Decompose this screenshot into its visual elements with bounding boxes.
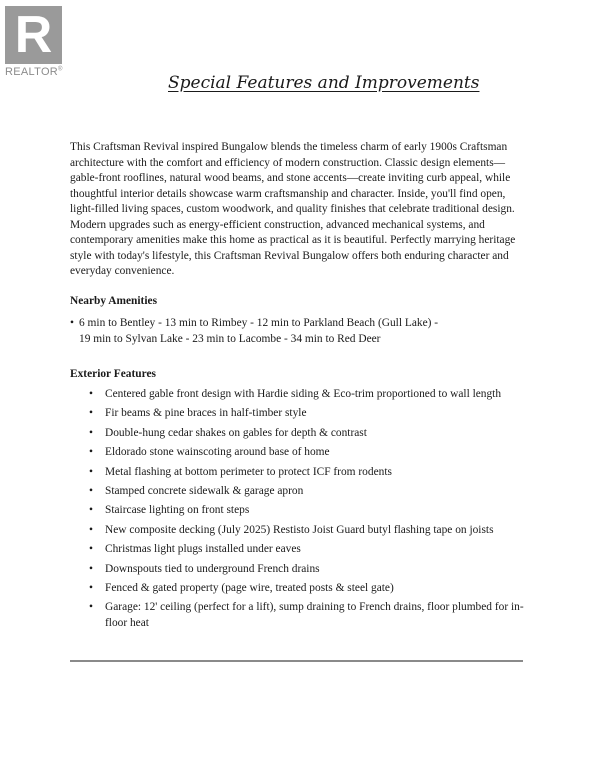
bullet-icon: • — [89, 426, 93, 439]
realtor-logo-text: REALTOR® — [5, 66, 63, 78]
list-item: • Christmas light plugs installed under eaves — [85, 542, 525, 558]
list-item: • Eldorado stone wainscoting around base of home — [85, 445, 525, 461]
bullet-icon: • — [89, 601, 93, 614]
amenities-line-2: 19 min to Sylvan Lake - 23 min to Lacombe - 34 min to Red Deer — [79, 332, 381, 345]
bullet-icon: • — [89, 484, 93, 497]
bullet-icon: • — [89, 543, 93, 556]
list-item: • New composite decking (July 2025) Restisto Joist Guard butyl flashing tape on joists — [85, 523, 525, 539]
list-item: • Fir beams & pine braces in half-timber style — [85, 406, 525, 422]
realtor-logo — [5, 6, 65, 78]
bullet-icon: • — [89, 562, 93, 575]
intro-paragraph: This Craftsman Revival inspired Bungalow blends the timeless charm of early 1900s Craftsman architecture with the comfort and efficiency of modern construction. Classic design elements—gable-front rooflines, natural wood beams, and stone accents—create inviting curb appeal, while thoughtful interior details showcase warm craftsmanship and character. Inside, you'll find open, light-filled living spaces, custom woodwork, and quality finishes that celebrate traditional design. Modern upgrades such as energy-efficient construction, advanced mechanical systems, and contemporary amenities make this home as practical as it is beautiful. Perfectly marrying heritage style with today's lifestyle, this Craftsman Revival Bungalow offers both enduring character and everyday convenience. — [70, 141, 516, 277]
bullet-icon: • — [89, 523, 93, 536]
exterior-features-list — [85, 387, 525, 635]
page-title: Special Features and Improvements — [168, 73, 480, 93]
bottom-divider — [70, 660, 523, 662]
bullet-icon: • — [89, 504, 93, 517]
bullet-icon: • — [89, 407, 93, 420]
list-item: • Double-hung cedar shakes on gables for depth & contrast — [85, 426, 525, 442]
amenities-line-1: • 6 min to Bentley - 13 min to Rimbey - 12 min to Parkland Beach (Gull Lake) - — [70, 316, 500, 332]
list-item: • Downspouts tied to underground French drains — [85, 562, 525, 578]
bullet-icon: • — [89, 465, 93, 478]
realtor-r-logo-icon: R — [5, 6, 62, 64]
amenities-heading: Nearby Amenities — [70, 295, 157, 307]
amenities-list — [70, 316, 500, 347]
list-item: • Staircase lighting on front steps — [85, 503, 525, 519]
exterior-heading: Exterior Features — [70, 368, 156, 380]
bullet-icon: • — [89, 388, 93, 400]
bullet-icon: • — [70, 317, 74, 329]
bullet-icon: • — [89, 581, 93, 594]
list-item: • Metal flashing at bottom perimeter to protect ICF from rodents — [85, 465, 525, 481]
list-item: • Stamped concrete sidewalk & garage apron — [85, 484, 525, 500]
list-item: • Garage: 12' ceiling (perfect for a lift), sump draining to French drains, floor plumbed for in-floor heat — [89, 601, 524, 629]
bullet-icon: • — [89, 446, 93, 459]
list-item: • Centered gable front design with Hardie siding & Eco-trim proportioned to wall length — [85, 387, 525, 403]
list-item: • Fenced & gated property (page wire, treated posts & steel gate) — [85, 581, 525, 597]
